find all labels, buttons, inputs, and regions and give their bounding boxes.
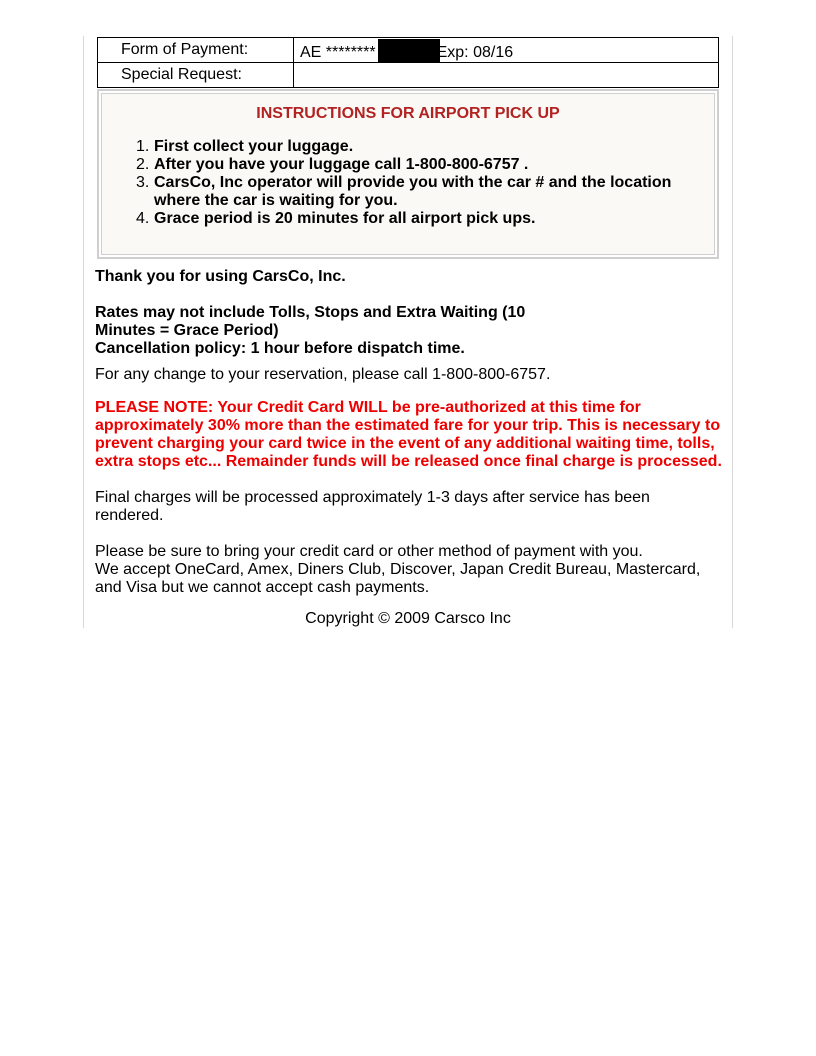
cancellation-text: Cancellation policy: 1 hour before dispatch time. <box>95 340 465 357</box>
bring-card-text: Please be sure to bring your credit card or other method of payment with you. <box>95 543 643 560</box>
accepted-cards-text: We accept OneCard, Amex, Diners Club, Discover, Japan Credit Bureau, Mastercard, and Visa but we cannot accept cash payments. <box>95 561 701 596</box>
instruction-item: 1. First collect your luggage. <box>136 138 354 155</box>
rates-text: Rates may not include Tolls, Stops and Extra Waiting (10 Minutes = Grace Period) <box>95 304 526 339</box>
instruction-item: 3. CarsCo, Inc operator will provide you with the car # and the location where the car is waiting for you. <box>136 174 672 209</box>
instruction-item: 2. After you have your luggage call 1-800-800-6757 . <box>136 156 529 173</box>
instruction-item: 4. Grace period is 20 minutes for all airport pick ups. <box>136 210 536 227</box>
instructions-panel <box>101 93 715 255</box>
special-request-label: Special Request: <box>98 63 294 88</box>
change-text: For any change to your reservation, please call 1-800-800-6757. <box>95 366 551 383</box>
special-request-row <box>98 63 719 88</box>
instructions-title: INSTRUCTIONS FOR AIRPORT PICK UP <box>256 105 560 122</box>
form-of-payment-value <box>294 38 719 63</box>
payment-row <box>98 38 719 63</box>
card-expiry: Exp: 08/16 <box>436 43 514 61</box>
special-request-value <box>294 63 719 88</box>
instructions-list <box>136 138 674 228</box>
payment-table <box>97 37 719 88</box>
card-number: AE ******** <box>300 43 376 61</box>
copyright: Copyright © 2009 Carsco Inc <box>305 610 511 627</box>
form-of-payment-label: Form of Payment: <box>98 38 294 63</box>
final-charges-text: Final charges will be processed approximately 1-3 days after service has been rendered. <box>95 489 650 524</box>
instructions-box <box>97 89 719 259</box>
thanks-text: Thank you for using CarsCo, Inc. <box>95 268 346 285</box>
redaction-block <box>378 39 440 62</box>
credit-card-note: PLEASE NOTE: Your Credit Card WILL be pre-authorized at this time for approximately 30% more than the estimated fare for your trip. This is necessary to prevent charging your card twice in the event of any additional waiting time, tolls, extra stops etc... Remainder funds will be released once final charge is processed. <box>95 399 722 470</box>
